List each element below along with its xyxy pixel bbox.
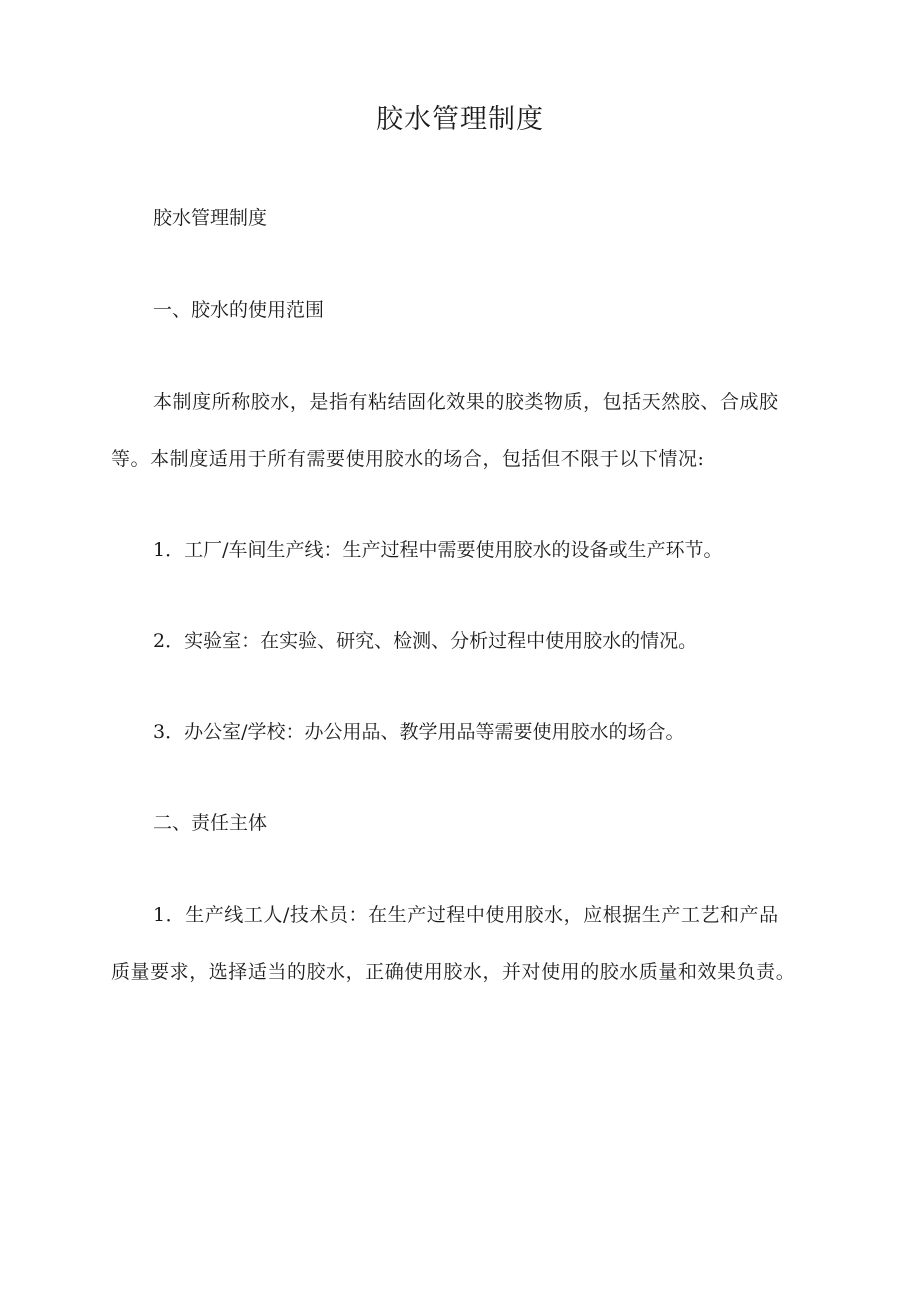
section-1-heading: 一、胶水的使用范围 [153, 299, 325, 321]
section-1-item-2: 2．实验室：在实验、研究、检测、分析过程中使用胶水的情况。 [153, 630, 698, 652]
section-1-intro-line-2: 等。本制度适用于所有需要使用胶水的场合，包括但不限于以下情况: [111, 448, 705, 470]
section-1-item-3: 3．办公室/学校：办公用品、教学用品等需要使用胶水的场合。 [153, 721, 685, 743]
section-2-item-1-line-1: 1．生产线工人/技术员：在生产过程中使用胶水，应根据生产工艺和产品 [153, 904, 779, 926]
section-1-intro-line-1: 本制度所称胶水，是指有粘结固化效果的胶类物质，包括天然胶、合成胶 [153, 391, 779, 413]
section-2-heading: 二、责任主体 [153, 812, 268, 834]
document-subtitle: 胶水管理制度 [153, 207, 268, 229]
section-2-item-1-line-2: 质量要求，选择适当的胶水，正确使用胶水，并对使用的胶水质量和效果负责。 [111, 961, 796, 983]
section-1-item-1: 1．工厂/车间生产线：生产过程中需要使用胶水的设备或生产环节。 [153, 539, 723, 561]
document-title: 胶水管理制度 [376, 104, 544, 135]
